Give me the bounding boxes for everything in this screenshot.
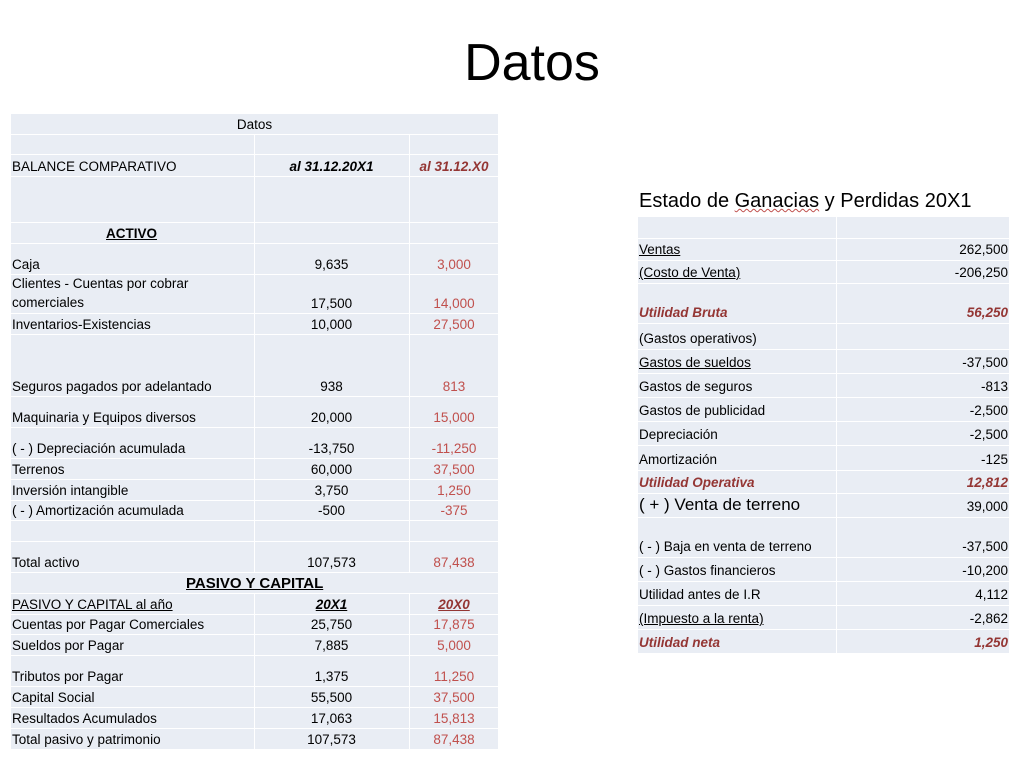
balance-header-label: BALANCE COMPARATIVO	[12, 159, 177, 174]
row-label: ( - ) Amortización acumulada	[12, 503, 184, 518]
row-label: (Impuesto a la renta)	[639, 611, 764, 626]
total-activo-row	[11, 541, 498, 572]
row-value-x0: 11,250	[433, 669, 475, 684]
balance-caption: Datos	[236, 117, 273, 132]
row-value-x0: 27,500	[433, 317, 475, 332]
empty-row	[11, 176, 498, 222]
row-value: -10,200	[962, 563, 1008, 578]
row-value: 56,250	[966, 305, 1008, 320]
row-value: 262,500	[959, 242, 1008, 257]
table-row	[638, 349, 1009, 373]
row-label: Cuentas por Pagar Comerciales	[12, 617, 205, 632]
row-value-20x1: 17,500	[310, 296, 353, 311]
row-label: Tributos por Pagar	[12, 669, 124, 684]
table-row	[11, 707, 498, 728]
table-row	[11, 686, 498, 707]
table-row	[638, 470, 1009, 493]
row-label: ( - ) Gastos financieros	[639, 563, 776, 578]
row-value-20x1: 60,000	[310, 462, 353, 477]
row-label: Utilidad antes de I.R	[639, 587, 761, 602]
row-label: Clientes - Cuentas por cobrar comerciales	[12, 276, 189, 310]
row-value-x0: 87,438	[433, 732, 475, 747]
row-value-20x1: 25,750	[310, 617, 353, 632]
row-value-20x1: 10,000	[310, 317, 353, 332]
balance-header-col1: al 31.12.20X1	[289, 159, 374, 174]
row-value-x0: 37,500	[433, 690, 475, 705]
row-label: Utilidad neta	[639, 635, 721, 650]
row-value: 4,112	[975, 587, 1008, 602]
table-row	[638, 629, 1009, 653]
row-value: 12,812	[966, 475, 1008, 490]
activo-row	[11, 222, 498, 243]
row-value-x0: -375	[440, 503, 468, 518]
table-row	[638, 605, 1009, 629]
table-row	[638, 445, 1009, 470]
row-label: Inversión intangible	[12, 483, 129, 498]
table-row	[11, 614, 498, 634]
row-value: 39,000	[966, 499, 1008, 514]
table-row	[11, 655, 498, 686]
table-row	[638, 373, 1009, 397]
row-label: Utilidad Bruta	[639, 305, 728, 320]
row-value: -813	[980, 379, 1008, 394]
row-value: -2,500	[969, 403, 1008, 418]
row-value-20x1: -13,750	[308, 441, 355, 456]
row-label: (Gastos operativos)	[639, 331, 757, 346]
row-value-20x1: 107,573	[307, 732, 356, 747]
row-label: ( - ) Depreciación acumulada	[12, 441, 186, 456]
table-row	[11, 458, 498, 479]
table-row	[638, 493, 1009, 517]
table-row	[11, 500, 498, 520]
table-row	[11, 728, 498, 749]
row-value: -37,500	[962, 539, 1008, 554]
table-row	[11, 396, 498, 427]
pasivo-title-row	[11, 572, 498, 593]
table-row	[11, 334, 498, 396]
table-row	[638, 323, 1009, 349]
row-label: Caja	[12, 257, 40, 272]
balance-header-col2: al 31.12.X0	[419, 159, 489, 174]
row-value: -2,500	[969, 427, 1008, 442]
row-value: 1,250	[974, 635, 1008, 650]
row-value-20x1: 55,500	[310, 690, 353, 705]
row-label: Gastos de sueldos	[639, 355, 751, 370]
row-value: -2,862	[969, 611, 1008, 626]
row-value-x0: 37,500	[433, 462, 475, 477]
row-value-20x1: 7,885	[314, 638, 349, 653]
row-label: Resultados Acumulados	[12, 711, 157, 726]
row-value-20x1: 1,375	[314, 669, 349, 684]
row-value-x0: 1,250	[437, 483, 471, 498]
row-label: Utilidad Operativa	[639, 475, 755, 490]
row-value: -37,500	[962, 355, 1008, 370]
row-label: Maquinaria y Equipos diversos	[12, 410, 196, 425]
row-value: -125	[980, 452, 1008, 467]
table-row	[638, 581, 1009, 605]
row-value-x0: 15,813	[433, 711, 475, 726]
row-value-20x1: 20,000	[310, 410, 353, 425]
pasivo-header-label: PASIVO Y CAPITAL al año	[12, 597, 173, 612]
row-value-x0: 17,875	[433, 617, 475, 632]
row-value-20x1: 938	[320, 379, 343, 394]
empty-row	[638, 216, 1009, 238]
row-value-20x1: 17,063	[310, 711, 353, 726]
slide-title: Datos	[464, 34, 600, 92]
row-label: Sueldos por Pagar	[12, 638, 124, 653]
total-activo-x0: 87,438	[433, 555, 475, 570]
table-row	[11, 313, 498, 334]
table-row	[11, 274, 498, 313]
row-label: Inventarios-Existencias	[12, 317, 151, 332]
row-label: Amortización	[639, 452, 718, 467]
row-label: Depreciación	[639, 427, 718, 442]
pasivo-title: PASIVO Y CAPITAL	[186, 575, 324, 592]
row-label: ( + ) Venta de terreno	[639, 495, 801, 514]
table-row	[11, 479, 498, 500]
empty-row	[11, 134, 498, 154]
balance-header-row	[11, 154, 498, 176]
table-row	[11, 634, 498, 655]
row-value-x0: 813	[442, 379, 466, 394]
pasivo-header-col1: 20X1	[315, 597, 348, 612]
row-value: -206,250	[954, 265, 1008, 280]
row-value-x0: -11,250	[431, 441, 477, 456]
income-title-row	[638, 185, 1009, 216]
pasivo-header-col2: 20X0	[438, 597, 470, 612]
table-row	[638, 557, 1009, 581]
row-value-20x1: -500	[317, 503, 346, 518]
row-label: Gastos de seguros	[639, 379, 753, 394]
row-value-20x1: 9,635	[314, 257, 349, 272]
empty-row	[11, 520, 498, 541]
row-label: Terrenos	[12, 462, 65, 477]
balance-caption-row	[11, 114, 498, 134]
row-label: ( - ) Baja en venta de terreno	[639, 539, 812, 554]
table-row	[11, 243, 498, 274]
income-title: Estado de Ganacias y Perdidas 20X1	[639, 190, 972, 212]
row-label: Ventas	[639, 242, 681, 257]
income-statement-table	[638, 185, 1009, 653]
row-label: (Costo de Venta)	[639, 265, 741, 280]
row-label: Seguros pagados por adelantado	[12, 379, 212, 394]
row-label: Capital Social	[12, 690, 95, 705]
table-row	[638, 238, 1009, 260]
row-value-20x1: 3,750	[314, 483, 349, 498]
activo-label: ACTIVO	[106, 226, 158, 241]
balance-table	[11, 114, 498, 749]
row-value-x0: 5,000	[437, 638, 471, 653]
table-row	[638, 421, 1009, 445]
table-row	[638, 517, 1009, 557]
table-row	[638, 397, 1009, 421]
row-value-x0: 3,000	[437, 257, 471, 272]
row-value-x0: 14,000	[433, 296, 475, 311]
pasivo-header-row	[11, 593, 498, 614]
table-row	[638, 283, 1009, 323]
total-activo-20x1: 107,573	[307, 555, 356, 570]
row-label: Gastos de publicidad	[639, 403, 766, 418]
table-row	[638, 260, 1009, 283]
row-label: Total pasivo y patrimonio	[12, 732, 161, 747]
total-activo-label: Total activo	[12, 555, 80, 570]
table-row	[11, 427, 498, 458]
row-value-x0: 15,000	[433, 410, 475, 425]
